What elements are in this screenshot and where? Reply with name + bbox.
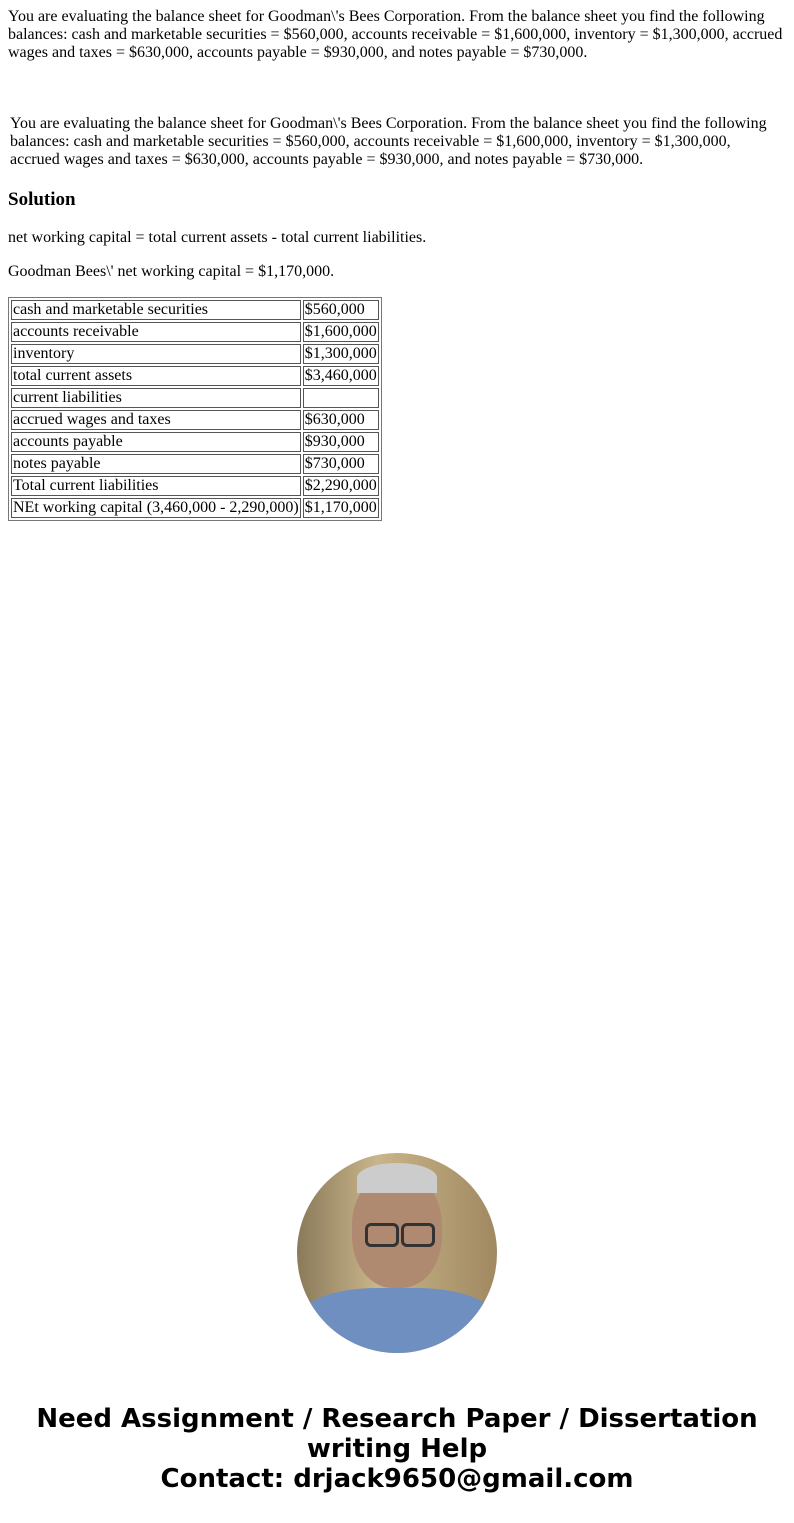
question-text: You are evaluating the balance sheet for Goodman\'s Bees Corporation. From the balance sheet you find the following balances: cash and marketable securities = $560,000, accounts receivable = $1,600,000, inventory = $1,300,000, accrued wages and taxes = $630,000, accounts payable = $930,000, and notes payable = $730,000. [8, 8, 783, 61]
amount-cell: $560,000 [303, 300, 379, 320]
balance-table [8, 297, 382, 521]
amount-cell: $1,170,000 [304, 499, 377, 516]
amount-cell: $930,000 [303, 432, 379, 452]
label-cell: accounts payable [11, 432, 301, 452]
amount-cell: $3,460,000 [304, 367, 377, 384]
table-row [11, 476, 379, 496]
table-row [11, 410, 379, 430]
promo-line-1: Need Assignment / Research Paper / Dissertation writing Help [36, 1404, 758, 1464]
amount-cell: $630,000 [303, 410, 379, 430]
solution-heading: Solution [8, 189, 76, 210]
label-cell: cash and marketable securities [11, 300, 301, 320]
amount-cell: $1,600,000 [304, 323, 377, 340]
label-cell: accounts receivable [11, 322, 301, 342]
table-row [11, 498, 379, 518]
author-avatar [297, 1153, 497, 1353]
label-cell: accrued wages and taxes [11, 410, 301, 430]
label-cell: current liabilities [11, 388, 301, 408]
label-cell: notes payable [11, 454, 301, 474]
question-text-repeat: You are evaluating the balance sheet for Goodman\'s Bees Corporation. From the balance sheet you find the following balances: cash and marketable securities = $560,000, accounts receivable = $1,600,000, inventory = $1,300,000, accrued wages and taxes = $630,000, accounts payable = $930,000, and notes payable = $730,000. [10, 115, 767, 168]
amount-cell: $730,000 [303, 454, 379, 474]
label-cell: inventory [11, 344, 301, 364]
label-cell: Total current liabilities [11, 476, 301, 496]
table-row [11, 432, 379, 452]
table-row [11, 300, 379, 320]
amount-cell: $1,300,000 [304, 345, 377, 362]
table-row [11, 322, 379, 342]
formula-text: net working capital = total current assets - total current liabilities. [8, 229, 427, 246]
result-text: Goodman Bees\' net working capital = $1,170,000. [8, 263, 335, 280]
promo-banner [0, 1404, 794, 1494]
table-row [11, 454, 379, 474]
promo-contact: Contact: drjack9650@gmail.com [160, 1464, 634, 1494]
table-row [11, 388, 379, 408]
amount-cell [303, 388, 379, 408]
table-row [11, 344, 379, 364]
table-row [11, 366, 379, 386]
label-cell: total current assets [11, 366, 301, 386]
amount-cell: $2,290,000 [304, 477, 377, 494]
label-cell: NEt working capital (3,460,000 - 2,290,000) [13, 499, 299, 516]
